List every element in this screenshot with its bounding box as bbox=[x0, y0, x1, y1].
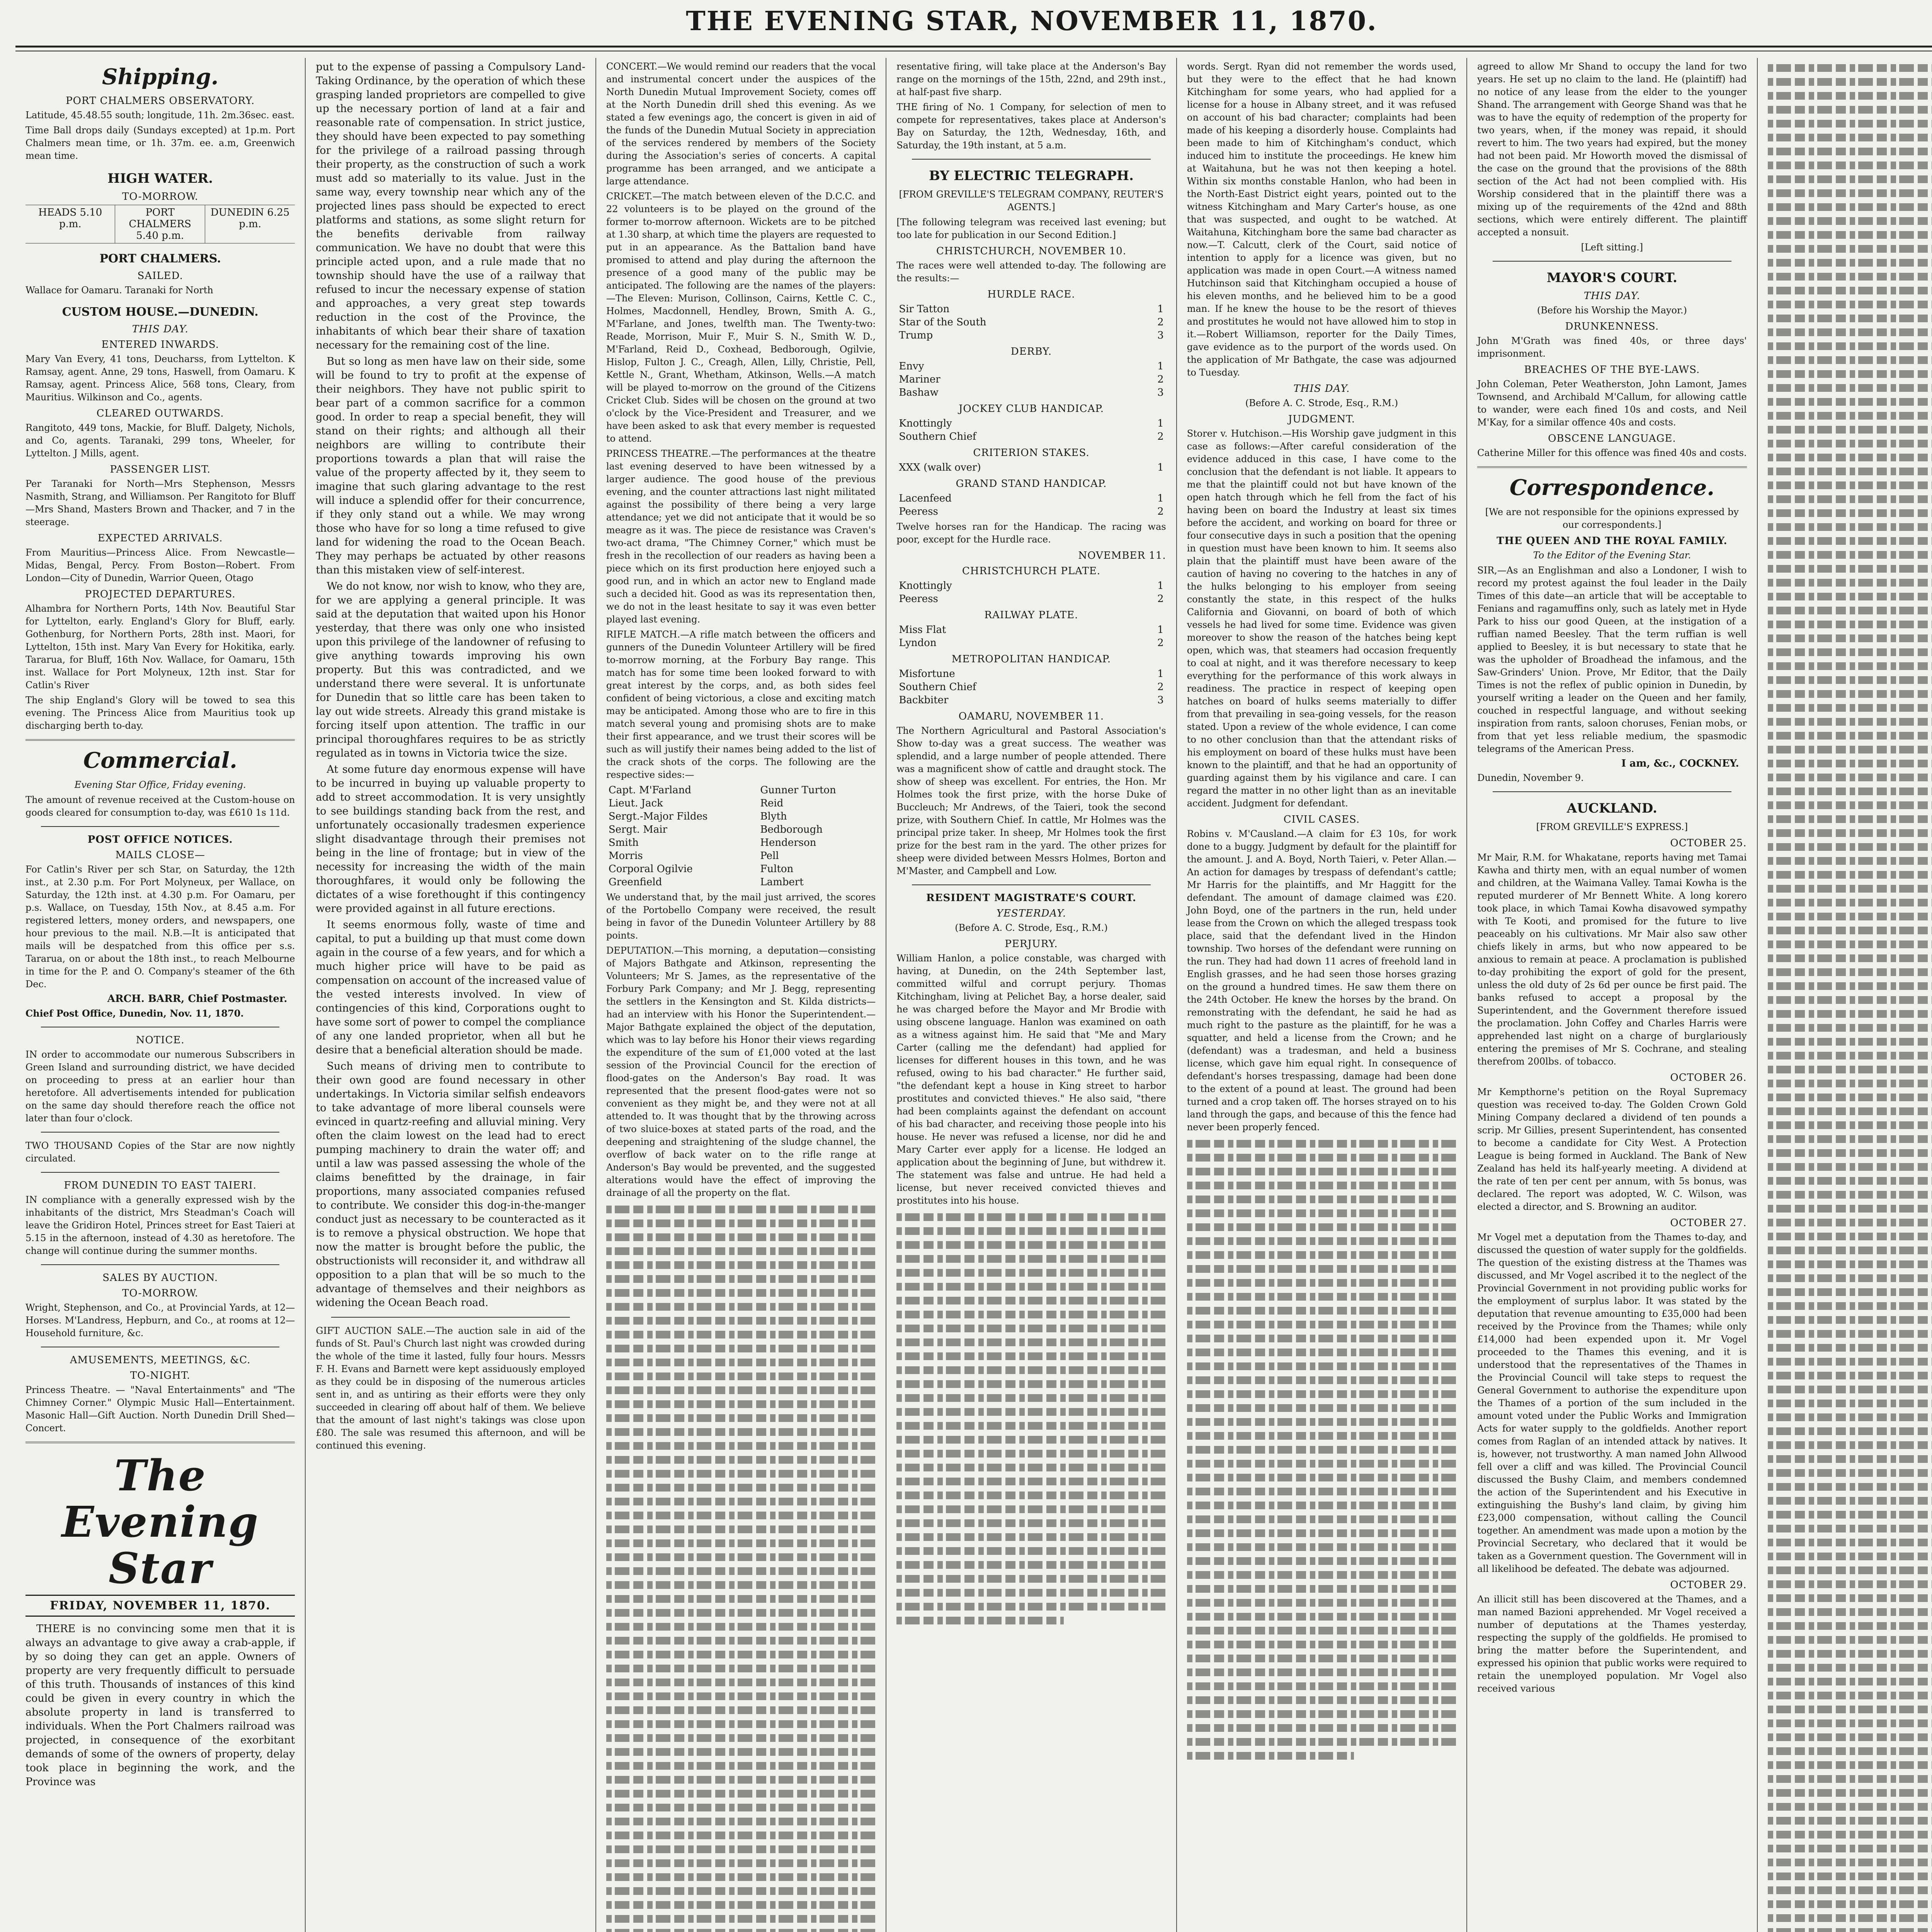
entered-heading: ENTERED INWARDS. bbox=[101, 339, 219, 350]
rifle-side-row bbox=[606, 876, 876, 889]
drunkenness-text: John M'Grath was fined 40s, or three days' imprisonment. bbox=[1477, 335, 1747, 359]
entered-text: Mary Van Every, 41 tons, Deucharss, from Lyttelton. K Ramsay, agent. Anne, 29 tons, Haswell, from Oamaru. K Ramsay, agent. Princess Alice, 568 tons, Cleary, from Mauritius. Wilkinson and Co., agents. bbox=[26, 354, 295, 403]
race-row bbox=[896, 417, 1166, 430]
page-columns bbox=[15, 58, 1932, 1932]
race-row bbox=[896, 316, 1166, 329]
leader-continued-2: But so long as men have law on their side, some will be found to try to profit at the expense of their neighbors. They have not public spirit to bear part of a common sacrifice for a common good. In order to reap a special benefit, they will stand on their rights; and although all their neighbors are willing to contribute their proportions towards a plan that will raise the value of the property affected by it, they seem to imagine that such glaring advantage to the rest will induce a splendid offer for their concurrence, if they only stand out a while. We may wrong those who have for so long a time refused to give land for widening the road to the Ocean Beach. They may perhaps be actuated by other reasons than this mistaken view of self-interest. bbox=[316, 355, 585, 576]
rifle-side-row bbox=[606, 784, 876, 797]
race-name: GRAND STAND HANDICAP. bbox=[956, 478, 1107, 490]
representative-firing-text: resentative firing, will take place at the Anderson's Bay range on the mornings of the 15th, 22nd, and 29th inst., at half-past five sharp. bbox=[896, 61, 1166, 97]
placing: 2 bbox=[1157, 316, 1164, 328]
auckland-oct27: OCTOBER 27. bbox=[1670, 1217, 1747, 1229]
horse-name: Peeress bbox=[899, 506, 938, 517]
commercial-office: Evening Star Office, Friday evening. bbox=[74, 779, 246, 790]
rifle-side-row bbox=[606, 836, 876, 849]
race-table bbox=[896, 623, 1166, 650]
amusements-heading: AMUSEMENTS, MEETINGS, &C. bbox=[70, 1354, 251, 1366]
placing: 2 bbox=[1157, 374, 1164, 385]
horse-name: Trump bbox=[899, 330, 933, 341]
rifle-side-cell: Pell bbox=[760, 850, 779, 862]
divider bbox=[26, 1442, 295, 1443]
paper-date: FRIDAY, NOVEMBER 11, 1870. bbox=[26, 1595, 295, 1617]
column-6 bbox=[1467, 58, 1757, 1932]
rifle-side-cell: Capt. M'Farland bbox=[608, 784, 692, 796]
race-row bbox=[896, 636, 1166, 650]
high-water-table bbox=[26, 205, 295, 243]
two-thousand-text: TWO THOUSAND Copies of the Star are now nightly circulated. bbox=[26, 1140, 295, 1164]
placing: 1 bbox=[1157, 303, 1164, 315]
placing: 1 bbox=[1157, 580, 1164, 592]
divider bbox=[41, 1172, 279, 1173]
horse-name: Southern Chief bbox=[899, 431, 976, 442]
horse-name: Sir Tatton bbox=[899, 303, 950, 315]
horse-name: Backbiter bbox=[899, 694, 949, 706]
rifle-side-cell: Gunner Turton bbox=[760, 784, 836, 796]
passenger-text: Per Taranaki for North—Mrs Stephenson, Messrs Nasmith, Strang, and Williamson. Per Rangitoto for Bluff—Mrs Shand, Masters Brown and Thacker, and 7 in the steerage. bbox=[26, 478, 295, 527]
no1-company-firing-text: THE firing of No. 1 Company, for selection of men to compete for representatives, takes place at Anderson's Bay on Saturday, the 12th, Wednesday, 16th, and Saturday, the 19th instant, at 5 a.m. bbox=[896, 102, 1166, 151]
horse-name: Envy bbox=[899, 361, 924, 372]
auckland-text-2: Mr Kempthorne's petition on the Royal Supremacy question was received to-day. The Golden Crown Gold Mining Company declared a dividend of ten pounds a scrip. Mr Gillies, present Superintendent, has consented to become a candidate for City West. A Protection League is being formed in Auckland. The Bank of New Zealand has held its half-yearly meeting. A dividend at the rate of ten per cent per annum, with 5s bonus, was declared. The report was adopted, W. C. Wilson, was elected a director, and S. Browning an auditor. bbox=[1477, 1087, 1747, 1212]
port-chalmers-heading: PORT CHALMERS. bbox=[99, 252, 221, 265]
post-date: Chief Post Office, Dunedin, Nov. 11, 1870. bbox=[26, 1008, 244, 1019]
column-5 bbox=[1177, 58, 1467, 1932]
expected-text: From Mauritius—Princess Alice. From Newcastle—Midas, Bengal, Percy. From Boston—Robert. From London—City of Dunedin, Warrior Queen, Otago bbox=[26, 547, 295, 583]
race-row bbox=[896, 461, 1166, 474]
cricket-text: CRICKET.—The match between eleven of the D.C.C. and 22 volunteers is to be played on the ground of the former to-morrow afternoon. Wickets are to be pitched at 1.30 sharp, at which time the players are requested to put in an appearance. As the Battalion band have promised to attend and play during the afternoon the presence of a good many of the public may be anticipated. The following are the names of the players:—The Eleven: Murison, Collinson, Cairns, Kettle C. C., Holmes, Macdonnell, Hendley, Brown, Smith A. G., M'Farlane, and Jones, twelfth man. The Twenty-two: Reade, Morrison, Muir F., Muir S. N., Smith W. D., M'Farland, Reid D., Coxhead, Bedborough, Ogilvie, Hislop, Fulton J. C., Creagh, Allen, Lilly, Christie, Pell, Kettle N., Grant, Whetham, Atkinson, Wells.—A match will be played to-morrow on the ground of the Citizens Cricket Club. Sides will be chosen on the ground at two o'clock by the Vice-President and Treasurer, and we have been asked to ask that every member is requested to attend. bbox=[606, 191, 876, 444]
column-2 bbox=[306, 58, 596, 1932]
horse-name: XXX (walk over) bbox=[899, 462, 981, 473]
column-3 bbox=[596, 58, 886, 1932]
masthead-rule bbox=[15, 46, 1932, 51]
correspondence-note: [We are not responsible for the opinions expressed by our correspondents.] bbox=[1485, 507, 1739, 530]
race-name: DERBY. bbox=[1010, 346, 1052, 357]
queen-letter-heading: THE QUEEN AND THE ROYAL FAMILY. bbox=[1497, 535, 1728, 547]
placing: 2 bbox=[1157, 506, 1164, 517]
divider bbox=[26, 739, 295, 741]
mayors-court-before: (Before his Worship the Mayor.) bbox=[1537, 305, 1687, 316]
rifle-side-cell: Blyth bbox=[760, 811, 787, 822]
custom-house-heading: CUSTOM HOUSE.—DUNEDIN. bbox=[62, 305, 259, 319]
race-row bbox=[896, 680, 1166, 694]
race-row bbox=[896, 505, 1166, 518]
expected-heading: EXPECTED ARRIVALS. bbox=[97, 532, 223, 544]
rifle-side-cell: Lambert bbox=[760, 876, 804, 888]
leader-continued-6: Such means of driving men to contribute to their own good are found necessary in other undertakings. In Victoria similar selfish endeavors to take advantage of more liberal counsels were evinced in quartz-reefing and alluvial mining. Very often the claim lowest on the lead had to erect pumping machinery to drain the water off; and until a law was passed assessing the whole of the claims benefitted by the drainage, in fair proportions, many associated companies refused to contribute. We consider this dog-in-the-manger conduct just as necessary to be counteracted as it is to remove a physical obstruction. We hope that now the matter is brought before the public, the obstructionists will reconsider it, and withdraw all opposition to a plan that will be so much to the advantage of themselves and their neighbors as widening the Ocean Beach road. bbox=[316, 1060, 585, 1309]
placing: 1 bbox=[1157, 668, 1164, 680]
race-row bbox=[896, 592, 1166, 605]
rifle-side-cell: Corporal Ogilvie bbox=[608, 863, 693, 875]
race-name: RAILWAY PLATE. bbox=[984, 609, 1078, 621]
leader-continued-1: put to the expense of passing a Compulsory Land-Taking Ordinance, by the operation of which these grasping landed proprietors are compelled to give up the necessary portion of land at a fair and reasonable rate of compensation. In strict justice, they should have been expected to pay something for the privilege of a railroad passing through their property, as the construction of such a work must add so materially to its value. Just in the same way, every township near which any of the projected lines pass should be expected to erect platforms and stations, as some slight return for the benefits derivable from railway communication. We have no doubt that were this principle acted upon, and a rule made that no township should have the use of a railway that refused to incur the necessary expense of station and approaches, a very great step towards reduction in the cost of the Province, the inhabitants of which bear their share of taxation necessary for the remaining cost of the line. bbox=[316, 61, 585, 351]
concert-text: CONCERT.—We would remind our readers that the vocal and instrumental concert under the auspices of the North Dunedin Mutual Improvement Society, comes off at the North Dunedin drill shed this evening. As we stated a few evenings ago, the concert is given in aid of the funds of the Dunedin Mutual Society in appreciation of the services rendered by members of the Society during the Association's series of concerts. A capital programme has been arranged, and we anticipate a large attendance. bbox=[606, 61, 876, 187]
placing: 1 bbox=[1157, 462, 1164, 473]
column-1 bbox=[15, 58, 306, 1932]
race-name: CHRISTCHURCH PLATE. bbox=[962, 565, 1101, 577]
gift-auction-text: GIFT AUCTION SALE.—The auction sale in aid of the funds of St. Paul's Church last night was crowded during the whole of the time it lasted, fully four hours. Messrs F. H. Evans and Barnett were kept assiduously employed as they could be in disposing of the numerous articles sent in, and as untiring as their efforts were they only succeeded in clearing off about half of them. We believe that the amount of last night's takings was close upon £80. The sale was resumed this afternoon, and will be continued this evening. bbox=[316, 1325, 585, 1451]
races-intro: The races were well attended to-day. The following are the results:— bbox=[896, 260, 1166, 284]
timeball-text: Time Ball drops daily (Sundays excepted) at 1p.m. Port Chalmers mean time, or 1h. 37m. ee. a.m, Greenwich mean time. bbox=[26, 125, 295, 161]
placing: 2 bbox=[1157, 593, 1164, 605]
auckland-oct25: OCTOBER 25. bbox=[1670, 837, 1747, 849]
rifle-side-row bbox=[606, 862, 876, 876]
race-table bbox=[896, 667, 1166, 707]
high-water-tomorrow: TO-MORROW. bbox=[122, 191, 199, 202]
mails-close: MAILS CLOSE— bbox=[115, 849, 205, 861]
notice-heading: NOTICE. bbox=[136, 1034, 185, 1046]
deputation-text: DEPUTATION.—This morning, a deputation—consisting of Majors Bathgate and Atkinson, representing the Volunteers; Mr S. James, as the representative of the Forbury Park Company; and Mr J. Begg, representing the settlers in the Kensington and St. Kilda districts—had an interview with his Honor the Superintendent.—Major Bathgate explained the object of the deputation, which was to lay before his Honor their views regarding the expenditure of the sum of £1,000 voted at the last session of the Provincial Council for the erection of flood-gates on the Anderson's Bay road. It was represented that the present flood-gates were not so convenient as they might be, and they were not at all attended to. It was thought that by the throwing across of two sluice-boxes at stated parts of the road, and the deepening and straightening of the sludge channel, the overflow of back water on to the rifle range at Anderson's Bay would be prevented, and the suggested alterations would have the effect of improving the drainage of all the property on the flat. bbox=[606, 945, 876, 1198]
column-4 bbox=[886, 58, 1177, 1932]
divider bbox=[331, 1317, 570, 1318]
civil-cases-text: Robins v. M'Causland.—A claim for £3 10s, for work done to a buggy. Judgment by default for the plaintiff for the amount. J. and A. Boyd, North Taieri, v. Peter Allan.—An action for damages by trespass of defendant's cattle; Mr Harris for the plaintiffs, and Mr Haggitt for the defendant. The amount of damage claimed was £20. John Boyd, one of the partners in the run, held under lease from the Crown on which the alleged trespass took place, said that the defendant lived in the Hindon township. Two horses of the defendant were running on the run. They had had down 11 acres of freehold land in English grasses, and he had seen those horses grazing on the ground a hundred times. He saw them there on the 24th October. He knew the horses by the brand. On remonstrating with the defendant, he said he had as much right to the pasture as the plaintiff, for he was a squatter, and held a license from the Crown; and he (defendant) was a tradesman, and held a business license, which gave him equal right. In consequence of defendant's horses trespassing, damage had been done to the extent of a pound at least. The ground had been turned and a crop taken off. The horses strayed on to his land through the gaps, and because of this the fence had never been properly fenced. bbox=[1187, 828, 1457, 1133]
placing: 1 bbox=[1157, 418, 1164, 429]
judgment-heading: JUDGMENT. bbox=[1288, 413, 1355, 425]
cleared-text: Rangitoto, 449 tons, Mackie, for Bluff. Dalgety, Nichols, and Co, agents. Taranaki, 299 tons, Wheeler, for Lyttelton. J Mills, agent. bbox=[26, 422, 295, 459]
hw-port: PORT CHALMERS 5.40 p.m. bbox=[115, 205, 205, 243]
race-row bbox=[896, 386, 1166, 399]
horse-name: Miss Flat bbox=[899, 624, 946, 636]
race-table bbox=[896, 360, 1166, 399]
rifle-side-cell: Greenfield bbox=[608, 876, 662, 888]
column-7 bbox=[1758, 58, 1932, 1932]
auckland-heading: AUCKLAND. bbox=[1566, 801, 1657, 816]
race-name: METROPOLITAN HANDICAP. bbox=[951, 653, 1111, 665]
masthead-title: THE EVENING STAR, NOVEMBER 11, 1870. bbox=[686, 6, 1378, 37]
horse-name: Lyndon bbox=[899, 637, 937, 649]
telegraph-heading: BY ELECTRIC TELEGRAPH. bbox=[929, 168, 1134, 184]
divider bbox=[912, 159, 1150, 160]
mayors-court-this-day: THIS DAY. bbox=[1583, 290, 1640, 302]
rifle-sides-table bbox=[606, 784, 876, 889]
auckland-oct26: OCTOBER 26. bbox=[1670, 1072, 1747, 1083]
obscene-heading: OBSCENE LANGUAGE. bbox=[1548, 433, 1676, 444]
rifle-side-cell: Bedborough bbox=[760, 824, 823, 835]
court-this-day: THIS DAY. bbox=[1293, 383, 1350, 395]
auckland-text-1: Mr Mair, R.M. for Whakatane, reports having met Tamai Kawha and thirty men, with an equal number of women and children, at the Waimana Valley. Tamai Kowha is the reputed murderer of Mr Bennett White. A long korero took place, in which Tamai Kowha disavowed sympathy with Te Kooti, and promised for the future to live peaceably on his cultivations. Mr Mair also saw other chiefs likely in arms, but who now appeared to be anxious to remain at peace. A proclamation is published to-day prohibiting the export of gold for the present, unless the old duty of 2s 6d per ounce be first paid. The banks refused to accept a proposal by the Superintendent, and the Government therefore issued the proclamation. John Coffey and Charles Harris were apprehended last night on a charge of burglariously entering the premises of Mr S. Cochrane, and stealing therefrom 200lbs. of tobacco. bbox=[1477, 852, 1747, 1067]
placing: 3 bbox=[1157, 387, 1164, 398]
rifle-end-text: We understand that, by the mail just arrived, the scores of the Portobello Company were received, the result being in favor of the Dunedin Volunteer Artillery by 88 points. bbox=[606, 892, 876, 941]
race-table bbox=[896, 492, 1166, 518]
race-table bbox=[896, 461, 1166, 474]
court-shand-text: agreed to allow Mr Shand to occupy the land for two years. He set up no claim to the land. He (plaintiff) had no notice of any lease from the elder to the younger Shand. The arrangement with George Shand was that he was to have the equity of redemption of the property for two years, when, if the money was repaid, it should revert to him. The two years had expired, but the money had not been paid. Mr Howorth moved the dismissal of the case on the ground that the provisions of the 88th section of the Act had not been complied with. His Worship considered that in the plaintiff there was a mixing up of the requirements of the 42nd and 88th sections, which were entirely different. The plaintiff accepted a nonsuit. bbox=[1477, 61, 1747, 238]
auckland-text-3: Mr Vogel met a deputation from the Thames to-day, and discussed the question of water supply for the goldfields. The question of the existing distress at the Thames was discussed, and Mr Vogel ascribed it to the neglect of the Provincial Government in not providing public works for the employment of surplus labor. It was stated by the deputation that revenue amounting to £35,000 had been received by the Province from the Thames; while only £14,000 had been expended upon it. Mr Vogel proceeded to the Thames this evening, and it is understood that the representatives of the Thames in the Provincial Council will take steps to request the General Government to authorise the expenditure upon the Thames of a portion of the sum included in the amount voted under the Public Works and Immigration Acts for water supply to the goldfields. Another report comes from Raglan of an intended attack by natives. It is, however, not trustworthy. A man named John Allwood fell over a cliff and was killed. The Provincial Council discussed the Bushy Claim, and members condemned the action of the Superintendent and his Executive in extinguishing the Bushy's land claim, by giving him £23,000 compensation, without calling the Council together. An amendment was made upon a motion by the Provincial Secretary, who declared that it would be taken as a Government question. The Government will in all likelihood be defeated. The debate was adjourned. bbox=[1477, 1232, 1747, 1574]
horse-name: Mariner bbox=[899, 374, 940, 385]
race-row bbox=[896, 303, 1166, 316]
shipping-heading: Shipping. bbox=[102, 64, 219, 90]
auckland-text-4: An illicit still has been discovered at the Thames, and a man named Bazioni apprehended. Mr Vogel received a number of deputations at the Thames yesterday, respecting the supply of the goldfields. He promised to bring the matter before the Superintendent, and expressed his opinion that public works were required to retain the unemployed population. Mr Vogel also received various bbox=[1477, 1594, 1747, 1694]
rifle-side-row bbox=[606, 823, 876, 836]
hw-dunedin: DUNEDIN 6.25 p.m. bbox=[210, 207, 290, 230]
rifle-side-cell: Reid bbox=[760, 798, 784, 809]
ship-note: The ship England's Glory will be towed to sea this evening. The Princess Alice from Mauritius took up discharging berth to-day. bbox=[26, 695, 295, 731]
placing: 2 bbox=[1157, 431, 1164, 442]
race-table bbox=[896, 303, 1166, 342]
horse-name: Southern Chief bbox=[899, 681, 976, 693]
horse-name: Star of the South bbox=[899, 316, 986, 328]
placing: 2 bbox=[1157, 681, 1164, 693]
rifle-side-row bbox=[606, 810, 876, 823]
drunkenness-heading: DRUNKENNESS. bbox=[1565, 321, 1659, 332]
correspondence-heading: Correspondence. bbox=[1509, 475, 1714, 500]
nov11-dateline: NOVEMBER 11. bbox=[1078, 550, 1166, 561]
horse-name: Peeress bbox=[899, 593, 938, 605]
passenger-heading: PASSENGER LIST. bbox=[110, 464, 211, 475]
court-yesterday: YESTERDAY. bbox=[996, 908, 1066, 919]
placing: 1 bbox=[1157, 361, 1164, 372]
rifle-side-cell: Morris bbox=[608, 850, 643, 862]
races-note: Twelve horses ran for the Handicap. The racing was poor, except for the Hurdle race. bbox=[896, 521, 1166, 545]
court-continued-text: words. Sergt. Ryan did not remember the words used, but they were to the effect that he had known Kitchingham for some years, who had applied for a license for a house in Albany street, and it was refused on account of his bad character; complaints had been made of his keeping a disorderly house. Complaints had been made to him of Kitchingham's conduct, which induced him to institute the proceedings. He knew him at Waitahuna, but he was not then keeping a hotel. Within six months constable Hanlon, who had been in the North-East District eight years, pointed out to the witness Kitchingham and Mary Carter's house, as one that was suspected, and ought to be watched. At Waitahuna, Kitchingham bore the same bad character as now.—T. Calcutt, clerk of the Court, said notice of intention to apply for a licence was given, but no application was made in open Court.—A witness named Hutchinson said that Kitchingham occupied a house of his eleven months, and he believed him to be a good man. If he knew the house to be the resort of thieves and prostitutes he would not have allowed him to stop in it.—Robert Williamson, reporter for the Daily Times, gave evidence as to the purport of the words used. On the application of Mr Bathgate, the case was adjourned to Tuesday. bbox=[1187, 61, 1457, 378]
taieri-text: IN compliance with a generally expressed wish by the inhabitants of the district, Mrs Steadman's Coach will leave the Gridiron Hotel, Princes street for East Taieri at 5.15 in the afternoon, instead of 4.30 as heretofore. The change will continue during the summer months. bbox=[26, 1194, 295, 1256]
commercial-text: The amount of revenue received at the Custom-house on goods cleared for consumption to-day, was £610 1s 11d. bbox=[26, 794, 295, 818]
race-row bbox=[896, 329, 1166, 342]
rifle-side-row bbox=[606, 849, 876, 862]
race-name: HURDLE RACE. bbox=[987, 289, 1075, 300]
byelaws-heading: BREACHES OF THE BYE-LAWS. bbox=[1524, 364, 1700, 376]
race-row bbox=[896, 694, 1166, 707]
rifle-side-cell: Fulton bbox=[760, 863, 794, 875]
race-name: CRITERION STAKES. bbox=[973, 447, 1090, 459]
byelaws-text: John Coleman, Peter Weatherston, John Lamont, James Townsend, and Archibald M'Callum, for allowing cattle to wander, were each fined 10s and costs, and Neil M'Kay, for a similar offence 40s and costs. bbox=[1477, 379, 1747, 428]
civil-cases-heading: CIVIL CASES. bbox=[1283, 814, 1360, 825]
cleared-heading: CLEARED OUTWARDS. bbox=[96, 408, 224, 419]
illegible-text-block bbox=[606, 1206, 876, 1932]
sales-text: Wright, Stephenson, and Co., at Provincial Yards, at 12—Horses. M'Landress, Hepburn, and Co., at rooms at 12—Household furniture, &c. bbox=[26, 1302, 295, 1338]
queen-letter-date: Dunedin, November 9. bbox=[1477, 772, 1584, 783]
race-table bbox=[896, 579, 1166, 605]
race-row bbox=[896, 430, 1166, 443]
perjury-text: William Hanlon, a police constable, was charged with having, at Dunedin, on the 24th September last, committed wilful and corrupt perjury. Thomas Kitchingham, living at Pelichet Bay, a horse dealer, said he was charged before the Mayor and Mr Brodie with using obscene language. Hanlon was examined on oath as a witness against him. He said that "Me and Mary Carter (calling me the defendant) had applied for licenses for different houses in this town, and he was refused, owing to his bad character." He further said, "the defendant kept a house in King street to harbor prostitutes and convicted thieves." He also said, "there had been complaints against the defendant on account of his bad character, and receiving those people into his house. He never was refused a license, nor did he and Mary Carter ever apply for a license. He lodged an application about the beginning of June, but withdrew it. The statement was false and untrue. He had held a license, but never received convicted thieves and prostitutes into his house. bbox=[896, 953, 1166, 1206]
leader-continued-3: We do not know, nor wish to know, who they are, for we are applying a general principle. It was said at the deputation that waited upon his Honor yesterday, that there was only one who insisted upon this privilege of the landowner of refusing to give anything towards improving his own property. But this was contradicted, and we understand there were several. It is unfortunate for Dunedin that so little care has been taken to lay out wide streets. Already this grand mistake is forcing itself upon attention. The traffic in our principal thoroughfares requires to be as strictly regulated as in towns in Victoria twice the size. bbox=[316, 580, 585, 759]
queen-letter-signature: I am, &c., COCKNEY. bbox=[1621, 758, 1739, 769]
court-before: (Before A. C. Strode, Esq., R.M.) bbox=[955, 922, 1108, 933]
christchurch-dateline: CHRISTCHURCH, NOVEMBER 10. bbox=[936, 245, 1126, 257]
illegible-text-block bbox=[896, 1213, 1166, 1624]
hw-heads: HEADS 5.10 p.m. bbox=[26, 205, 115, 243]
latitude-text: Latitude, 45.48.55 south; longitude, 11h. 2m.36sec. east. bbox=[26, 110, 295, 121]
custom-house-this-day: THIS DAY. bbox=[132, 323, 189, 335]
obscene-text: Catherine Miller for this offence was fined 40s and costs. bbox=[1477, 447, 1747, 458]
placing: 3 bbox=[1157, 330, 1164, 341]
projected-text: Alhambra for Northern Ports, 14th Nov. Beautiful Star for Lyttelton, early. England's Glory for Bluff, early. Gothenburg, for Northern Ports, 28th inst. Maori, for Lyttelton, 15th inst. Mary Van Every for Hokitika, early. Tararua, for Bluff, 16th Nov. Wallace, for Oamaru, 15th inst. Wallace for Port Molyneux, 12th inst. Star for Catlin's River bbox=[26, 603, 295, 690]
leader-continued-4: At some future day enormous expense will have to be incurred in buying up valuable property to add to street accommodation. It is very unsightly to see buildings standing back from the rest, and unfortunately occasionally tradesmen experience slight disadvantage through their premises not being in the line of frontage; but in view of the necessity for increasing the width of the main thoroughfares, it would only be following the dictates of a wise forethought if this contingency were provided against in all future erections. bbox=[316, 764, 585, 915]
divider bbox=[41, 1132, 279, 1133]
race-row bbox=[896, 492, 1166, 505]
amusements-tonight: TO-NIGHT. bbox=[130, 1370, 190, 1381]
left-sitting: [Left sitting.] bbox=[1581, 242, 1643, 253]
notice-text: IN order to accommodate our numerous Subscribers in Green Island and surrounding district, we have decided on proceeding to press at an earlier hour than heretofore. All advertisements intended for publication on the same day should therefore reach the office not later than four o'clock. bbox=[26, 1049, 295, 1124]
horse-name: Bashaw bbox=[899, 387, 939, 398]
paper-title: The Evening Star bbox=[61, 1451, 259, 1593]
divider bbox=[1493, 791, 1731, 792]
illegible-text-block bbox=[1768, 64, 1932, 1932]
rifle-side-cell: Smith bbox=[608, 837, 639, 849]
auckland-source: [FROM GREVILLE'S EXPRESS.] bbox=[1536, 821, 1688, 832]
masthead bbox=[0, 0, 1932, 46]
divider bbox=[1477, 466, 1747, 468]
judgment-text: Storer v. Hutchison.—His Worship gave judgment in this case as follows:—After careful consideration of the evidence adduced in this case, I have come to the conclusion that the defendant is not liable. It appears to me that the plaintiff could not but have known of the open hatch through which he fell from the fact of his having been on board the Industry at least six times before the accident, and working on board for three or four consecutive days in such a position that the opening in question must have been known to him. It seems also plain that the plaintiff must have been aware of the caution of having no covering to the hatches in any of the hulks belonging to his employer from seeing constantly the state, in this respect of the hulks California and Giovanni, on board of both of which vessels he had lived for some time. Evidence was given moreover to show the reason of the hatches being kept open, which was, that steamers had occasion frequently to coal at night, and it was therefore necessary to keep everything for the performance of this work always in readiness. The practice in respect of keeping open hatches on board of hulks seems materially to differ from that prevailing in sea-going vessels, for the reason stated. Upon a review of the whole evidence, I can come to no other conclusion than that the attendant risks of his employment on board of these hulks must have been known to the plaintiff, and that he had an opportunity of guarding against them by his vigilance and care. I can regard the matter in no other light than as an inevitable accident. Judgment for defendant. bbox=[1187, 428, 1457, 809]
horse-name: Lacenfeed bbox=[899, 493, 952, 504]
projected-heading: PROJECTED DEPARTURES. bbox=[85, 588, 236, 600]
to-the-editor: To the Editor of the Evening Star. bbox=[1533, 550, 1691, 561]
race-table bbox=[896, 417, 1166, 443]
race-row bbox=[896, 667, 1166, 680]
commercial-heading: Commercial. bbox=[83, 748, 237, 773]
sales-tomorrow: TO-MORROW. bbox=[122, 1287, 199, 1299]
placing: 3 bbox=[1157, 694, 1164, 706]
observatory-heading: PORT CHALMERS OBSERVATORY. bbox=[66, 95, 255, 107]
theatre-text: PRINCESS THEATRE.—The performances at the theatre last evening deserved to have been witnessed by a larger audience. The good house of the previous evening, and the counter attractions last night militated against the possibility of there being a very large attendance; yet we did not anticipate that it would be so meagre as it was. The piece de resistance was Craven's two-act drama, "The Chimney Corner," which must be fresh in the recollection of our readers as having been a piece which on its first production here enjoyed such a good run, and in which an actor new to England made such a decided hit. Good as was its representation then, we do not in the least hesitate to say it was even better played last evening. bbox=[606, 448, 876, 625]
horse-name: Knottingly bbox=[899, 418, 952, 429]
rifle-side-cell: Henderson bbox=[760, 837, 816, 849]
race-row bbox=[896, 623, 1166, 636]
illegible-text-block bbox=[1187, 1140, 1456, 1760]
amusements-text: Princess Theatre. — "Naval Entertainments" and "The Chimney Corner." Olympic Music Hall—Entertainment. Masonic Hall—Gift Auction. North Dunedin Drill Shed—Concert. bbox=[26, 1384, 295, 1434]
divider bbox=[912, 884, 1150, 885]
queen-letter-text: SIR,—As an Englishman and also a Londoner, I wish to record my protest against the foul leader in the Daily Times of this date—an article that will be acceptable to Fenians and ragamuffins only, such as lately met in Hyde Park to hiss our good Queen, at the instigation of a ruffian named Beesley. That the term ruffian is well applied to Beesley, it is but necessary to state that he was the upholder of Broadhead the infamous, and the Saw-Grinders' Union. Prove, Mr Editor, that the Daily Times is not the reflex of public opinion in Dunedin, by yourself writing a leader on the Queen and her family, couched in respectful language, and without seeking inspiration from rants, saloon choruses, Fenian mobs, or from that yet less reliable medium, the spasmodic telegrams of the American Press. bbox=[1477, 565, 1747, 754]
divider bbox=[41, 1264, 279, 1265]
leader-continued-5: It seems enormous folly, waste of time and capital, to put a building up that must come down again in the course of a few years, and for which a much higher price will have to be paid as compensation on account of the increased value of the vested interests involved. In view of contingencies of this kind, Corporations ought to have some sort of power to compel the compliance of any one landed proprietor, when all but he desire that a beneficial alteration should be made. bbox=[316, 919, 585, 1056]
oamaru-text: The Northern Agricultural and Pastoral Association's Show to-day was a great success. The weather was splendid, and a large number of people attended. There was a magnificent show of cattle and draught stock. The show of sheep was excellent. For entries, the Hon. Mr Holmes took the first prize, with the horse Duke of Buccleuch; Mr Andrews, of the Taieri, took the second prize, with Southern Chief. In cattle, Mr Holmes was the principal prize taker. In sheep, Mr Holmes took the first prize for the best ram in the yard. The other prizes for sheep were divided between Messrs Holmes, Borton and M'Master, and Campbell and Low. bbox=[896, 725, 1166, 876]
taieri-heading: FROM DUNEDIN TO EAST TAIERI. bbox=[64, 1180, 257, 1191]
court-before-2: (Before A. C. Strode, Esq., R.M.) bbox=[1245, 398, 1398, 408]
placing: 2 bbox=[1157, 637, 1164, 649]
placing: 1 bbox=[1157, 493, 1164, 504]
sailed-text: Wallace for Oamaru. Taranaki for North bbox=[26, 285, 213, 296]
rifle-match-text: RIFLE MATCH.—A rifle match between the officers and gunners of the Dunedin Volunteer Artillery will be fired to-morrow morning, at the Forbury Bay range. This match has for some time been looked forward to with great interest by the corps, and, as both sides feel confident of being victorious, a close and exciting match may be anticipated. Among those who are to fire in this match several young and promising shots are to make their first appearance, and we trust their scores will be such as will justify their names being added to the list of the crack shots of the corps. The following are the respective sides:— bbox=[606, 629, 876, 780]
high-water-heading: HIGH WATER. bbox=[107, 171, 213, 186]
race-row bbox=[896, 373, 1166, 386]
race-row bbox=[896, 360, 1166, 373]
post-signature: ARCH. BARR, Chief Postmaster. bbox=[107, 993, 287, 1005]
auckland-oct29: OCTOBER 29. bbox=[1670, 1579, 1747, 1591]
race-row bbox=[896, 579, 1166, 592]
horse-name: Misfortune bbox=[899, 668, 955, 680]
sailed-heading: SAILED. bbox=[137, 270, 183, 282]
telegraph-source: [FROM GREVILLE'S TELEGRAM COMPANY, REUTER'S AGENTS.] bbox=[899, 189, 1164, 213]
race-results-1 bbox=[896, 289, 1166, 518]
divider bbox=[1493, 261, 1731, 262]
perjury-heading: PERJURY. bbox=[1005, 938, 1058, 950]
court-heading: RESIDENT MAGISTRATE'S COURT. bbox=[926, 892, 1136, 904]
race-results-2 bbox=[896, 565, 1166, 707]
divider bbox=[41, 826, 279, 827]
leader-text: THERE is no convincing some men that it is always an advantage to give away a crab-apple, if by so doing they can get an apple. Owners of property are very frequently difficult to persuade of this truth. Thousands of instances of this kind could be given in every country in which the absolute property in land is transferred to individuals. When the Port Chalmers railroad was projected, in consequence of the exorbitant demands of some of the owners of property, delay took place in beginning the work, and the Province was bbox=[26, 1623, 295, 1788]
race-name: JOCKEY CLUB HANDICAP. bbox=[959, 403, 1104, 415]
oamaru-dateline: OAMARU, NOVEMBER 11. bbox=[958, 711, 1104, 722]
sales-heading: SALES BY AUCTION. bbox=[102, 1272, 218, 1284]
rifle-side-row bbox=[606, 797, 876, 810]
placing: 1 bbox=[1157, 624, 1164, 636]
horse-name: Knottingly bbox=[899, 580, 952, 592]
post-text: For Catlin's River per sch Star, on Saturday, the 12th inst., at 2.30 p.m. For Port Molyneux, per Wallace, on Saturday, the 12th inst. at 4.30 p.m. For Oamaru, per p.s. Wallace, on Tuesday, 15th Nov., at 8.45 a.m. For registered letters, money orders, and newspapers, one hour previous to the mail. N.B.—It is anticipated that mails will be despatched from this office per s.s. Tararua, on or about the 18th inst., to reach Melbourne in time for the P. and O. Company's steamer of the 6th Dec. bbox=[26, 864, 295, 990]
rifle-side-cell: Lieut. Jack bbox=[608, 798, 663, 809]
post-office-heading: POST OFFICE NOTICES. bbox=[87, 834, 233, 845]
rifle-side-cell: Sergt.-Major Fildes bbox=[608, 811, 708, 822]
rifle-side-cell: Sergt. Mair bbox=[608, 824, 667, 835]
telegraph-note: [The following telegram was received last evening; but too late for publication in our Second Edition.] bbox=[896, 217, 1166, 240]
mayors-court-heading: MAYOR'S COURT. bbox=[1546, 270, 1677, 286]
